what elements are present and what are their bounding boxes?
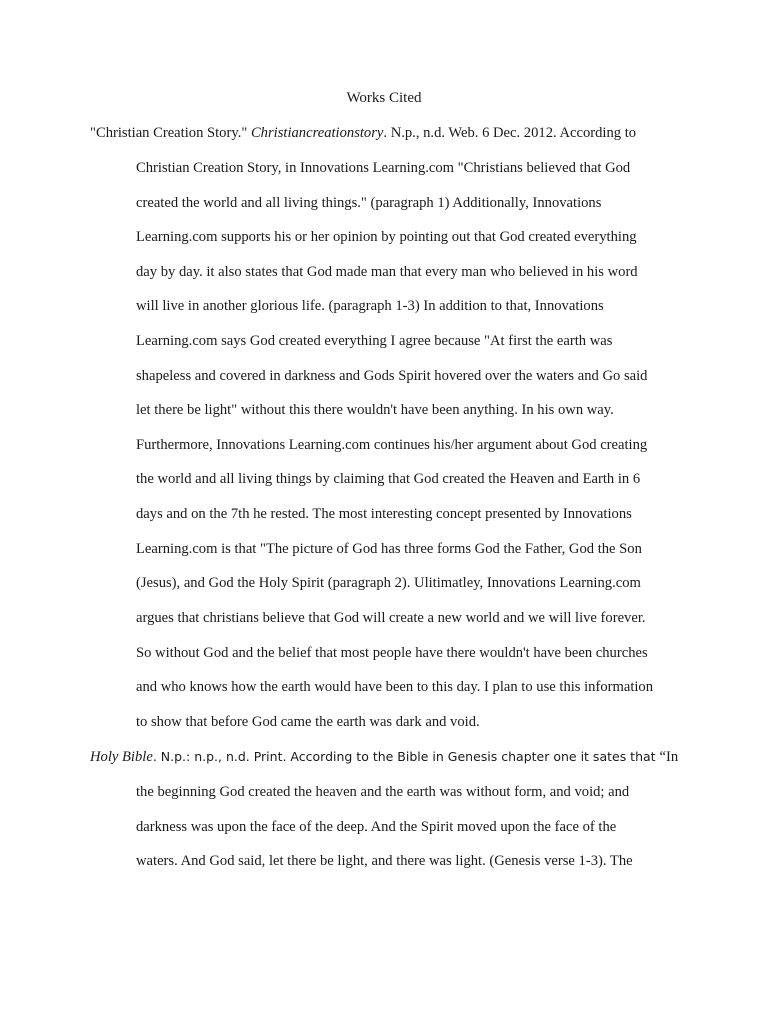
citation-line: the beginning God created the heaven and the earth was without form, and void; and [136,784,630,800]
citation-line: Learning.com supports his or her opinion by pointing out that God created everything [136,229,637,245]
citation-source: Christiancreationstory [250,125,384,141]
citation-title: Holy Bible [90,749,153,765]
citation-line [90,124,636,142]
citation-line: days and on the 7th he rested. The most interesting concept presented by Innovations [136,506,632,522]
citation-line: Furthermore, Innovations Learning.com continues his/her argument about God creating [136,437,648,453]
citation-line: to show that before God came the earth was dark and void. [136,714,480,730]
citation-line [90,748,678,766]
citation-line: argues that christians believe that God will create a new world and we will live forever. [136,610,646,626]
citation-line: created the world and all living things." (paragraph 1) Additionally, Innovations [136,195,602,211]
citation-line: waters. And God said, let there be light, and there was light. (Genesis verse 1-3). The [136,853,633,869]
citation-line: the world and all living things by claiming that God created the Heaven and Earth in 6 [136,471,641,487]
citation-line: So without God and the belief that most people have there wouldn't have been churches [136,645,648,661]
citation-line: Learning.com is that "The picture of God has three forms God the Father, God the Son [136,541,642,557]
citation-line: shapeless and covered in darkness and Gods Spirit hovered over the waters and Go said [136,368,648,384]
citation-line: Learning.com says God created everything I agree because "At first the earth was [136,333,613,349]
citation-text: “In [659,749,679,765]
citation-text: . N.p.: n.p., n.d. Print. According to the Bible in Genesis chapter one it sates that [152,749,660,764]
citation-line: will live in another glorious life. (paragraph 1-3) In addition to that, Innovations [136,298,604,314]
citation-line: and who knows how the earth would have been to this day. I plan to use this information [136,679,654,695]
citation-line: day by day. it also states that God made man that every man who believed in his word [136,264,638,280]
citation-line: let there be light" without this there wouldn't have been anything. In his own way. [136,402,614,418]
citation-line: darkness was upon the face of the deep. And the Spirit moved upon the face of the [136,819,617,835]
page-title: Works Cited [346,90,422,106]
citation-line: (Jesus), and God the Holy Spirit (paragraph 2). Ulitimatley, Innovations Learning.com [136,575,641,591]
citation-text: . N.p., n.d. Web. 6 Dec. 2012. According to [383,125,637,141]
citation-title: "Christian Creation Story." [90,125,251,141]
citation-line: Christian Creation Story, in Innovations Learning.com "Christians believed that God [136,160,631,176]
